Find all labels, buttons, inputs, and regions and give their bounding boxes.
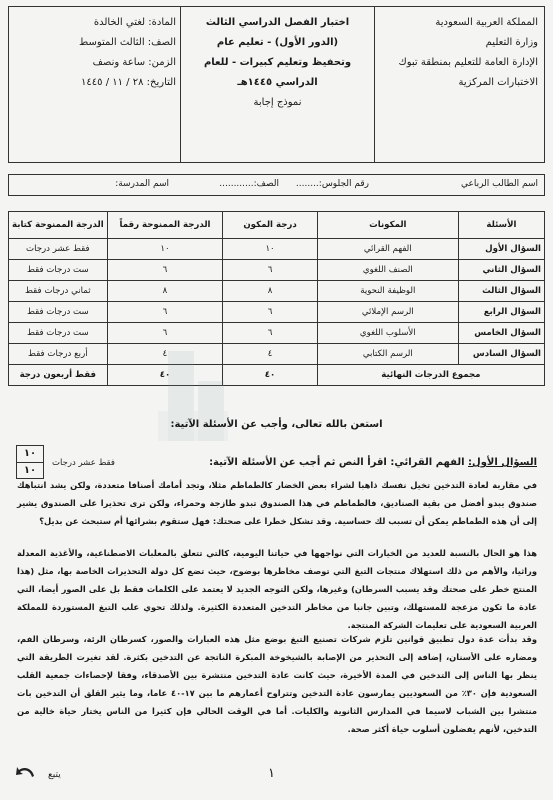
school-name-field[interactable]: اسم المدرسة: (115, 179, 169, 189)
answer-key-label: نموذج إجابة (253, 97, 302, 108)
passage-paragraph: في مقاربة لعادة التدخين تخيل نفسك ذاهبا لشراء بعض الخضار كالطماطم مثلا، وتجد أمامك أصنافا متعددة، ولكن يشد انتباهك صندوق يبدو أفضل من بقية الصناديق، فالطماطم في هذا الصندوق تبدو طازجة وحمراء، ولكن ترى تحذيرا على الصندوق يشير إلى أن هذه الطماطم يمكن أن تسبب لك حساسية. وقد تشكل خطرا على صحتك: فهل ستقوم بشرائها أم ستبحث عن بديل؟ (17, 480, 537, 526)
component-score-cell: ٤ (223, 344, 317, 365)
table-row (9, 323, 545, 344)
passage-paragraph: وقد بدأت عدة دول تطبيق قوانين تلزم شركات تصنيع التبغ بوضع مثل هذه العبارات والصور، كسرطان الرئة، وسرطان الفم، ومضاره على الأسنان، إضافة إلى التحذير من الإصابة بالشيخوخة المبكرة الناتجة عن التدخين بكثرة. لقد تغيرت الطريقة التي ينظر بها الناس إلى التدخين في المدة الأخيرة، حيث كانت عادة التدخين منتشرة بين الأصدقاء، وفقا لإحصاءات جمعية القلب السعودية فإن ٣٠٪ من السعوديين يمارسون عادة التدخين وتتراوح أعمارهم ما بين ١٧-٤٠ عاما، وما يثير القلق أن التدخين بات منتشرا بين الشباب لاسيما في المدارس الثانوية والكليات. أما في الوقت الحالي فإن كثيرا من الناس يختار حياة خالية من التدخين، لأنهم يفضلون أسلوب حياة أكثر صحة. (17, 634, 537, 734)
component-cell: الرسم الكتابي (317, 344, 458, 365)
component-cell: الفهم القرائي (317, 239, 458, 260)
ministry-line: الاختبارات المركزية (458, 77, 538, 88)
table-row (9, 281, 545, 302)
awarded-words-cell: ست درجات فقط (9, 323, 108, 344)
awarded-number-cell: ١٠ (107, 239, 223, 260)
component-score-cell: ٦ (223, 260, 317, 281)
table-header: المكونات (317, 212, 458, 239)
ministry-line: الإدارة العامة للتعليم بمنطقة تبوك (398, 57, 538, 68)
question-cell: السؤال الرابع (458, 302, 544, 323)
continue-arrow-icon (14, 764, 36, 780)
page-footer (8, 766, 545, 790)
student-name-field[interactable]: اسم الطالب الرباعي (460, 179, 538, 189)
exam-page (8, 6, 545, 794)
watermark-logo (158, 351, 398, 451)
exam-title-line: الدراسي ١٤٤٥هـ (237, 77, 318, 88)
component-cell: الرسم الإملائي (317, 302, 458, 323)
exam-title-line: (الدور الأول) - تعليم عام (216, 37, 339, 48)
awarded-number-cell: ٨ (107, 281, 223, 302)
awarded-words-cell: أربع درجات فقط (9, 344, 108, 365)
total-label-cell: مجموع الدرجات النهائية (317, 365, 544, 386)
subject-line: الزمن: ساعة ونصف (92, 57, 176, 68)
awarded-words-cell: ثماني درجات فقط (9, 281, 108, 302)
table-row (9, 239, 545, 260)
table-header: الدرجة الممنوحة رقماً (107, 212, 223, 239)
subject-block (9, 7, 182, 162)
ministry-line: المملكة العربية السعودية (435, 17, 538, 28)
ministry-line: وزارة التعليم (485, 37, 538, 48)
question-cell: السؤال السادس (458, 344, 544, 365)
question1-title: السؤال الأول: (468, 457, 537, 468)
component-score-cell: ٨ (223, 281, 317, 302)
component-cell: الوظيفة النحوية (317, 281, 458, 302)
question-cell: السؤال الأول (458, 239, 544, 260)
awarded-words-cell: فقط عشر درجات (9, 239, 108, 260)
subject-line: الصف: الثالث المتوسط (79, 37, 176, 48)
table-row (9, 260, 545, 281)
total-score-cell: ٤٠ (223, 365, 317, 386)
total-awarded-words-cell: فقط أربعون درجة (9, 365, 108, 386)
table-header: الدرجة الممنوحة كتابة (9, 212, 108, 239)
component-cell: الأسلوب اللغوي (317, 323, 458, 344)
student-info-bar (8, 174, 545, 196)
exam-header (8, 6, 545, 163)
score-awarded: ١٠ (17, 462, 43, 479)
table-header: درجة المكون (223, 212, 317, 239)
exam-title-line: اختبار الفصل الدراسي الثالث (205, 17, 350, 28)
awarded-number-cell: ٤ (107, 344, 223, 365)
question-cell: السؤال الخامس (458, 323, 544, 344)
question1-heading (209, 457, 537, 468)
table-row (9, 302, 545, 323)
awarded-words-cell: ست درجات فقط (9, 260, 108, 281)
component-score-cell: ٦ (223, 323, 317, 344)
component-cell: الصنف اللغوي (317, 260, 458, 281)
component-score-cell: ١٠ (223, 239, 317, 260)
continue-label: يتبع (48, 770, 61, 780)
question1-score-label: فقط عشر درجات (52, 458, 115, 468)
question1-score-box (16, 445, 44, 479)
question1-text: الفهم القرائي: اقرأ النص ثم أجب عن الأسئلة الآتية: (209, 457, 465, 468)
question-cell: السؤال الثالث (458, 281, 544, 302)
table-header: الأسئلة (458, 212, 544, 239)
passage-paragraph: هذا هو الحال بالنسبة للعديد من الخيارات التي نواجهها في حياتنا اليومية، كالتي تتعلق بالمعلبات الاصطناعية، والأغذية المعدلة وراثيا، والأهم من ذلك استهلاك منتجات التبغ التي توصف مخاطرها بوضوح، حيث تضع كل دولة التحذيرات الخاصة بها، مثل (هذا المنتج خطر على صحتك وقد يسبب السرطان) وغيرها، ولكن التوجه الجديد لا يعتمد على الكلمات فقط بل على الصور أيضا، التي عادة ما تكون مزعجة للمستهلك، وتبين جانبا من مخاطر التدخين المتعددة الكثيرة. ولذلك تحوي علب التبغ المستوردة للمملكة العربية السعودية على تعليمات الشركة المنتجة. (17, 548, 537, 630)
awarded-words-cell: ست درجات فقط (9, 302, 108, 323)
instruction-text: استعن بالله تعالى، وأجب عن الأسئلة الآتية: (170, 419, 383, 430)
question-cell: السؤال الثاني (458, 260, 544, 281)
exam-title-line: وتحفيظ وتعليم كبيرات - للعام (203, 57, 352, 68)
total-awarded-number-cell: ٤٠ (107, 365, 223, 386)
awarded-number-cell: ٦ (107, 260, 223, 281)
awarded-number-cell: ٦ (107, 323, 223, 344)
seat-number-field[interactable]: رقم الجلوس:........ (295, 179, 369, 189)
component-score-cell: ٦ (223, 302, 317, 323)
score-max: ١٠ (23, 448, 37, 459)
exam-title-block (180, 7, 374, 162)
ministry-block (374, 7, 544, 162)
awarded-number-cell: ٦ (107, 302, 223, 323)
grade-field[interactable]: الصف:............ (219, 179, 279, 189)
subject-line: المادة: لغتي الخالدة (93, 17, 176, 28)
subject-line: التاريخ: ٢٨ / ١١ / ١٤٤٥ (81, 77, 176, 88)
page-number: ١ (268, 766, 275, 781)
